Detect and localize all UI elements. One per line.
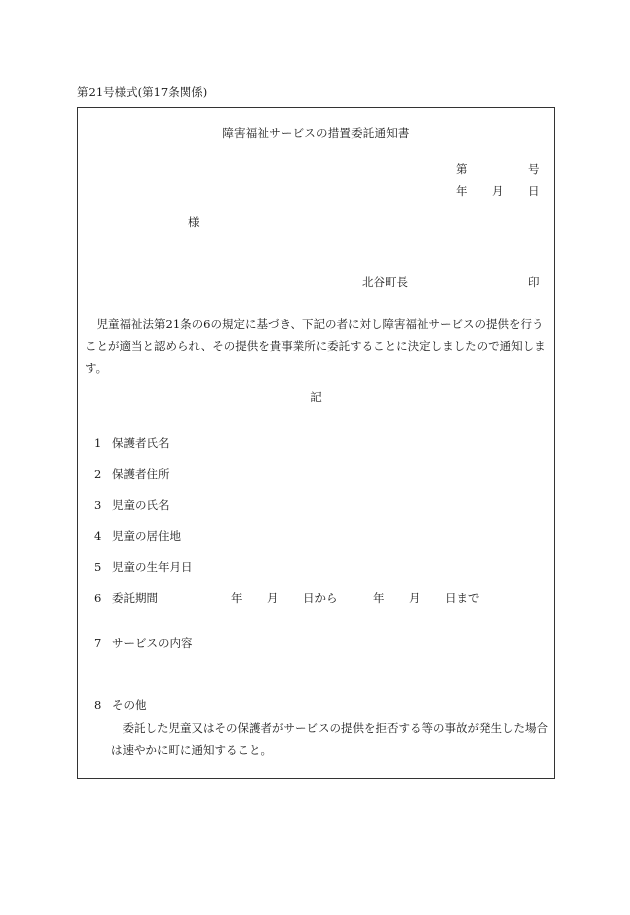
issuer-name: 北谷町長 [362, 275, 408, 289]
item-child-name: 児童の氏名 [112, 498, 170, 512]
period-from-year: 年 [231, 591, 243, 605]
item-number: 4 [94, 529, 102, 543]
addressee-suffix: 様 [188, 215, 200, 229]
item-child-residence: 児童の居住地 [112, 529, 181, 543]
date-day: 日 [528, 184, 540, 198]
document-title: 障害福祉サービスの措置委託通知書 [222, 126, 410, 140]
item-guardian-name: 保護者氏名 [112, 436, 170, 450]
item-number: 7 [94, 636, 102, 650]
period-to-month: 月 [409, 591, 421, 605]
item-number: 5 [94, 560, 102, 574]
item-number: 3 [94, 498, 102, 512]
notice-document [77, 107, 555, 779]
item-number: 8 [94, 698, 102, 712]
item-service-content: サービスの内容 [112, 636, 193, 650]
item-number: 1 [94, 436, 102, 450]
date-year: 年 [456, 184, 468, 198]
item-number: 2 [94, 467, 102, 481]
item-commission-period: 委託期間 [112, 591, 158, 605]
period-from-day: 日から [303, 591, 338, 605]
form-number-label: 第21号様式(第17条関係) [77, 85, 208, 99]
item-other: その他 [112, 698, 147, 712]
document-number-suffix: 号 [528, 162, 540, 176]
document-number-prefix: 第 [456, 162, 468, 176]
period-to-year: 年 [373, 591, 385, 605]
date-month: 月 [492, 184, 504, 198]
ki-heading: 記 [310, 390, 322, 404]
period-to-day: 日まで [445, 591, 480, 605]
item-child-birthdate: 児童の生年月日 [112, 560, 193, 574]
notice-body: 児童福祉法第21条の6の規定に基づき、下記の者に対し障害福祉サービスの提供を行うことが適当と認められ、その提供を貴事業所に委託することに決定しましたので通知します。 [85, 317, 546, 375]
item-number: 6 [94, 591, 102, 605]
period-from-month: 月 [267, 591, 279, 605]
other-note: 委託した児童又はその保護者がサービスの提供を拒否する等の事故が発生した場合は速やかに町に通知すること。 [111, 721, 548, 757]
item-guardian-address: 保護者住所 [112, 467, 170, 481]
seal-mark: 印 [528, 275, 540, 289]
